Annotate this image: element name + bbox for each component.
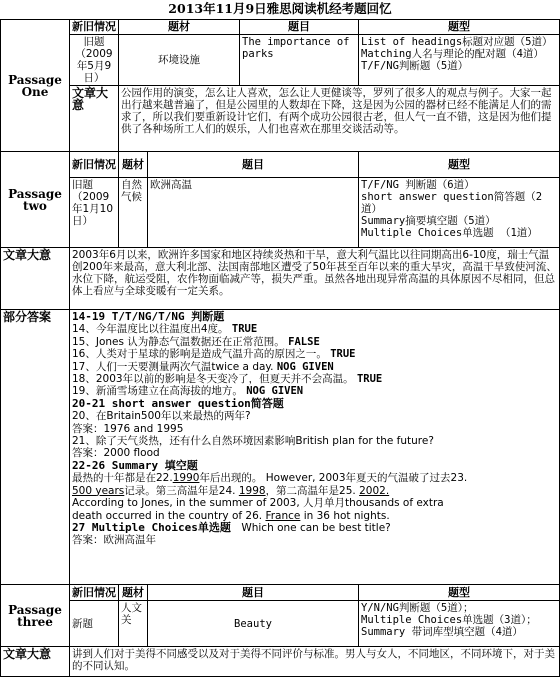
p2-header-topic: 题目 xyxy=(148,152,359,178)
tfng-item: 17、人们一天要测量两次气温twice a day. NOG GIVEN xyxy=(72,360,334,373)
p3-type-item: Summary 带词库型填空题（4道） xyxy=(361,626,523,638)
passage1-label: Passage One xyxy=(1,20,70,152)
mc-answer: 答案：欧洲高温年 xyxy=(72,534,156,547)
p2-summary: 2003年6月以来，欧洲许多国家和地区持续炎热和干旱，意大利气温比以往同期高出6-10度，瑞士气温创200年来最高，意大利北部、法国南部地区遭受了50年甚至百年以来的重大旱灾，高温干旱致使河流、水位下降，航运受阻，农作物面临减产等，损失严重。虽然各地出现异常高温的具体原因不尽相同，但总体上看应与全球变暖有一定关系。 xyxy=(70,248,560,310)
p3-genre: 人文关 xyxy=(119,601,148,647)
p2-header-genre: 题材 xyxy=(119,152,148,178)
passage3-label: Passage three xyxy=(1,585,70,647)
p1-type-item: List of headings标题对应题（5道） xyxy=(361,36,553,48)
summary-line: According to Jones, in the summer of 2003, 人月单月thousands of extra xyxy=(72,497,444,510)
short-answer-line: 答案：2000 flood xyxy=(72,447,160,460)
p1-type-item: T/F/NG判断题（5道） xyxy=(361,60,469,72)
p1-header-status: 新旧情况 xyxy=(70,20,119,35)
p1-header-genre: 题材 xyxy=(119,20,240,35)
p2-header-status: 新旧情况 xyxy=(70,152,119,178)
p1-topic: The importance of parks xyxy=(240,35,359,86)
short-answer-line: 20、在Britain500年以来最热的两年? xyxy=(72,410,251,423)
p1-types xyxy=(359,35,560,86)
p2-answers-label: 部分答案 xyxy=(1,310,70,585)
p2-type-item: Summary摘要填空题（5道） xyxy=(361,215,496,227)
tfng-heading: 14-19 T/T/NG/T/NG 判断题 xyxy=(72,310,225,323)
p1-genre: 环境设施 xyxy=(119,35,240,86)
p2-answers xyxy=(70,310,560,585)
p1-type-item: Matching人名与理论的配对题（4道） xyxy=(361,48,544,60)
exam-table xyxy=(0,19,560,677)
p3-header-topic: 题目 xyxy=(148,585,359,601)
tfng-item: 18、2003年以前的影响是冬天变冷了，但夏天并不会高温。 TRUE xyxy=(72,373,383,386)
summary-line: death occurred in the country of 26. France in 36 hot nights. xyxy=(72,509,390,522)
p2-type-item: T/F/NG 判断题（6道） xyxy=(361,179,475,191)
summary-line: 500 years记录。第三高温年是24. 1998，第二高温年是25. 2002. xyxy=(72,484,390,497)
tfng-item: 14、今年温度比以往温度出4度。 TRUE xyxy=(72,323,258,336)
p2-summary-label: 文章大意 xyxy=(1,248,70,310)
tfng-item: 16、人类对于星球的影响是造成气温升高的原因之一。 TRUE xyxy=(72,348,356,361)
tfng-item: 19、新涌雪场建立在高海拔的地方。 NOG GIVEN xyxy=(72,385,304,398)
p2-types xyxy=(359,178,560,248)
p2-topic: 欧洲高温 xyxy=(148,178,359,248)
p3-type-item: Y/N/NG判断题（5道）； xyxy=(361,602,474,614)
p3-header-genre: 题材 xyxy=(119,585,148,601)
p3-header-status: 新旧情况 xyxy=(70,585,119,601)
tfng-item: 15、Jones 认为静态气温数据还在正常范围。 FALSE xyxy=(72,335,320,348)
mc-line: 27 Multiple Choices单选题 Which one can be best title? xyxy=(72,520,391,534)
summary-line: 最热的十年都是在22.1990年后出现的。 However, 2003年夏天的气温破了过去23. xyxy=(72,472,468,485)
passage2-label: Passage two xyxy=(1,152,70,248)
p2-genre: 自然气候 xyxy=(119,178,148,248)
p2-type-item: Multiple Choices单选题 （1道） xyxy=(361,227,538,239)
p3-header-types: 题型 xyxy=(359,585,560,601)
p3-types xyxy=(359,601,560,647)
summary-heading: 22-26 Summary 填空题 xyxy=(72,458,198,472)
p1-summary-label: 文章大意 xyxy=(70,86,119,152)
short-answer-heading: 20-21 short answer question简答题 xyxy=(72,396,284,410)
short-answer-line: 21、除了天气炎热，还有什么自然环境因素影响British plan for the future? xyxy=(72,435,434,448)
p1-status: 旧题（2009年5月9日） xyxy=(70,35,119,86)
p3-summary: 讲到人们对于美得不同感受以及对于美得不同评价与标准。男人与女人，不同地区，不同环境下，对于美的不同认知。 xyxy=(70,647,560,677)
p3-topic: Beauty xyxy=(148,601,359,647)
p2-type-item: short answer question简答题（2道） xyxy=(361,191,543,215)
page-title: 2013年11月9日雅思阅读机经考题回忆 xyxy=(168,1,392,16)
p1-header-topic: 题目 xyxy=(240,20,359,35)
p3-summary-label: 文章大意 xyxy=(1,647,70,677)
p3-status: 新题 xyxy=(70,601,119,647)
p1-summary: 公园作用的演变，怎么让人喜欢，怎么让人更健谈等，罗列了很多人的观点与例子。大家一起出行越来越普遍了，但是公园里的人数却在下降，这是因为公园的器材已经不能满足人们的需求了，所以我们要重新设计它们，有两个成功公园很古老，但人气一直不错，这是因为他们提供了各种场所工人们的娱乐，人们也喜欢在那里交谈活动等。 xyxy=(119,86,560,152)
p2-status: 旧题（2009年1月10日） xyxy=(70,178,119,248)
p1-header-types: 题型 xyxy=(359,20,560,35)
p2-header-types: 题型 xyxy=(359,152,560,178)
short-answer-line: 答案：1976 and 1995 xyxy=(72,422,184,435)
p3-type-item: Multiple Choices单选题（3道）； xyxy=(361,614,537,626)
